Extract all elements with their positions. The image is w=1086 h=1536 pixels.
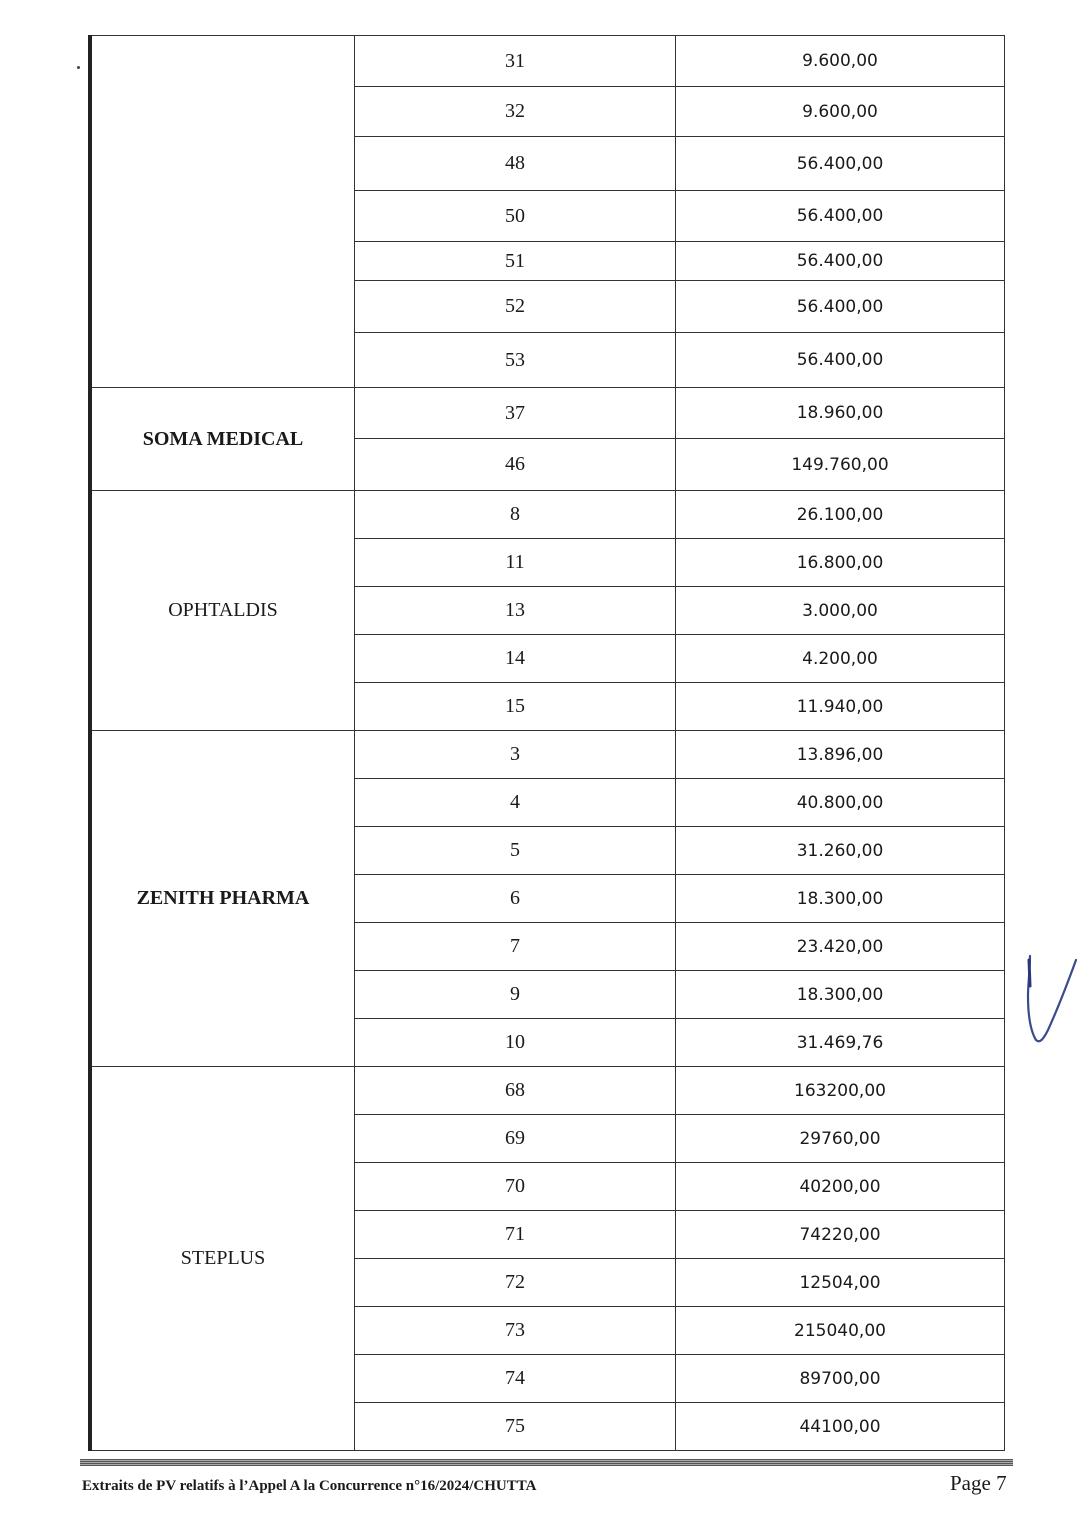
lot-number: 51 [355, 242, 676, 281]
amount: 56.400,00 [676, 281, 1005, 333]
amount: 89700,00 [676, 1355, 1005, 1403]
amount: 18.300,00 [676, 971, 1005, 1019]
company-cell-continued [90, 36, 355, 388]
amount: 56.400,00 [676, 242, 1005, 281]
amount: 40200,00 [676, 1163, 1005, 1211]
lot-number: 4 [355, 779, 676, 827]
page-number: Page 7 [950, 1471, 1007, 1495]
table-row [90, 1067, 1005, 1115]
lot-number: 9 [355, 971, 676, 1019]
amount: 13.896,00 [676, 731, 1005, 779]
handwritten-check-mark [1018, 952, 1082, 1048]
amount: 11.940,00 [676, 683, 1005, 731]
table-row [90, 388, 1005, 439]
lot-number: 6 [355, 875, 676, 923]
amount: 16.800,00 [676, 539, 1005, 587]
lot-number: 50 [355, 191, 676, 242]
amount: 3.000,00 [676, 587, 1005, 635]
lot-number: 3 [355, 731, 676, 779]
lot-number: 75 [355, 1403, 676, 1451]
lot-number: 73 [355, 1307, 676, 1355]
lot-number: 70 [355, 1163, 676, 1211]
footer-reference: Extraits de PV relatifs à l’Appel A la Concurrence n°16/2024/CHUTTA [82, 1478, 537, 1494]
company-steplus: STEPLUS [90, 1067, 355, 1451]
lot-number: 71 [355, 1211, 676, 1259]
amount: 56.400,00 [676, 137, 1005, 191]
amount: 12504,00 [676, 1259, 1005, 1307]
company-soma-medical: SOMA MEDICAL [90, 388, 355, 491]
amount: 4.200,00 [676, 635, 1005, 683]
footer-rule [80, 1459, 1013, 1466]
table-row [90, 491, 1005, 539]
lot-number: 69 [355, 1115, 676, 1163]
lot-number: 46 [355, 439, 676, 491]
lot-number: 11 [355, 539, 676, 587]
amount: 18.300,00 [676, 875, 1005, 923]
lot-number: 31 [355, 36, 676, 87]
lot-number: 48 [355, 137, 676, 191]
amount: 74220,00 [676, 1211, 1005, 1259]
bid-results-table [88, 35, 1005, 1451]
lot-number: 37 [355, 388, 676, 439]
lot-number: 32 [355, 87, 676, 137]
lot-number: 8 [355, 491, 676, 539]
amount: 31.260,00 [676, 827, 1005, 875]
lot-number: 52 [355, 281, 676, 333]
table-row [90, 36, 1005, 87]
lot-number: 53 [355, 333, 676, 388]
amount: 56.400,00 [676, 333, 1005, 388]
amount: 31.469,76 [676, 1019, 1005, 1067]
amount: 44100,00 [676, 1403, 1005, 1451]
lot-number: 74 [355, 1355, 676, 1403]
amount: 163200,00 [676, 1067, 1005, 1115]
amount: 23.420,00 [676, 923, 1005, 971]
amount: 29760,00 [676, 1115, 1005, 1163]
scan-speck [77, 66, 80, 69]
amount: 40.800,00 [676, 779, 1005, 827]
amount: 9.600,00 [676, 87, 1005, 137]
lot-number: 15 [355, 683, 676, 731]
amount: 9.600,00 [676, 36, 1005, 87]
company-ophtaldis: OPHTALDIS [90, 491, 355, 731]
table-row [90, 731, 1005, 779]
amount: 26.100,00 [676, 491, 1005, 539]
lot-number: 72 [355, 1259, 676, 1307]
lot-number: 10 [355, 1019, 676, 1067]
company-zenith-pharma: ZENITH PHARMA [90, 731, 355, 1067]
amount: 149.760,00 [676, 439, 1005, 491]
lot-number: 5 [355, 827, 676, 875]
lot-number: 13 [355, 587, 676, 635]
lot-number: 14 [355, 635, 676, 683]
lot-number: 68 [355, 1067, 676, 1115]
lot-number: 7 [355, 923, 676, 971]
amount: 215040,00 [676, 1307, 1005, 1355]
amount: 18.960,00 [676, 388, 1005, 439]
amount: 56.400,00 [676, 191, 1005, 242]
